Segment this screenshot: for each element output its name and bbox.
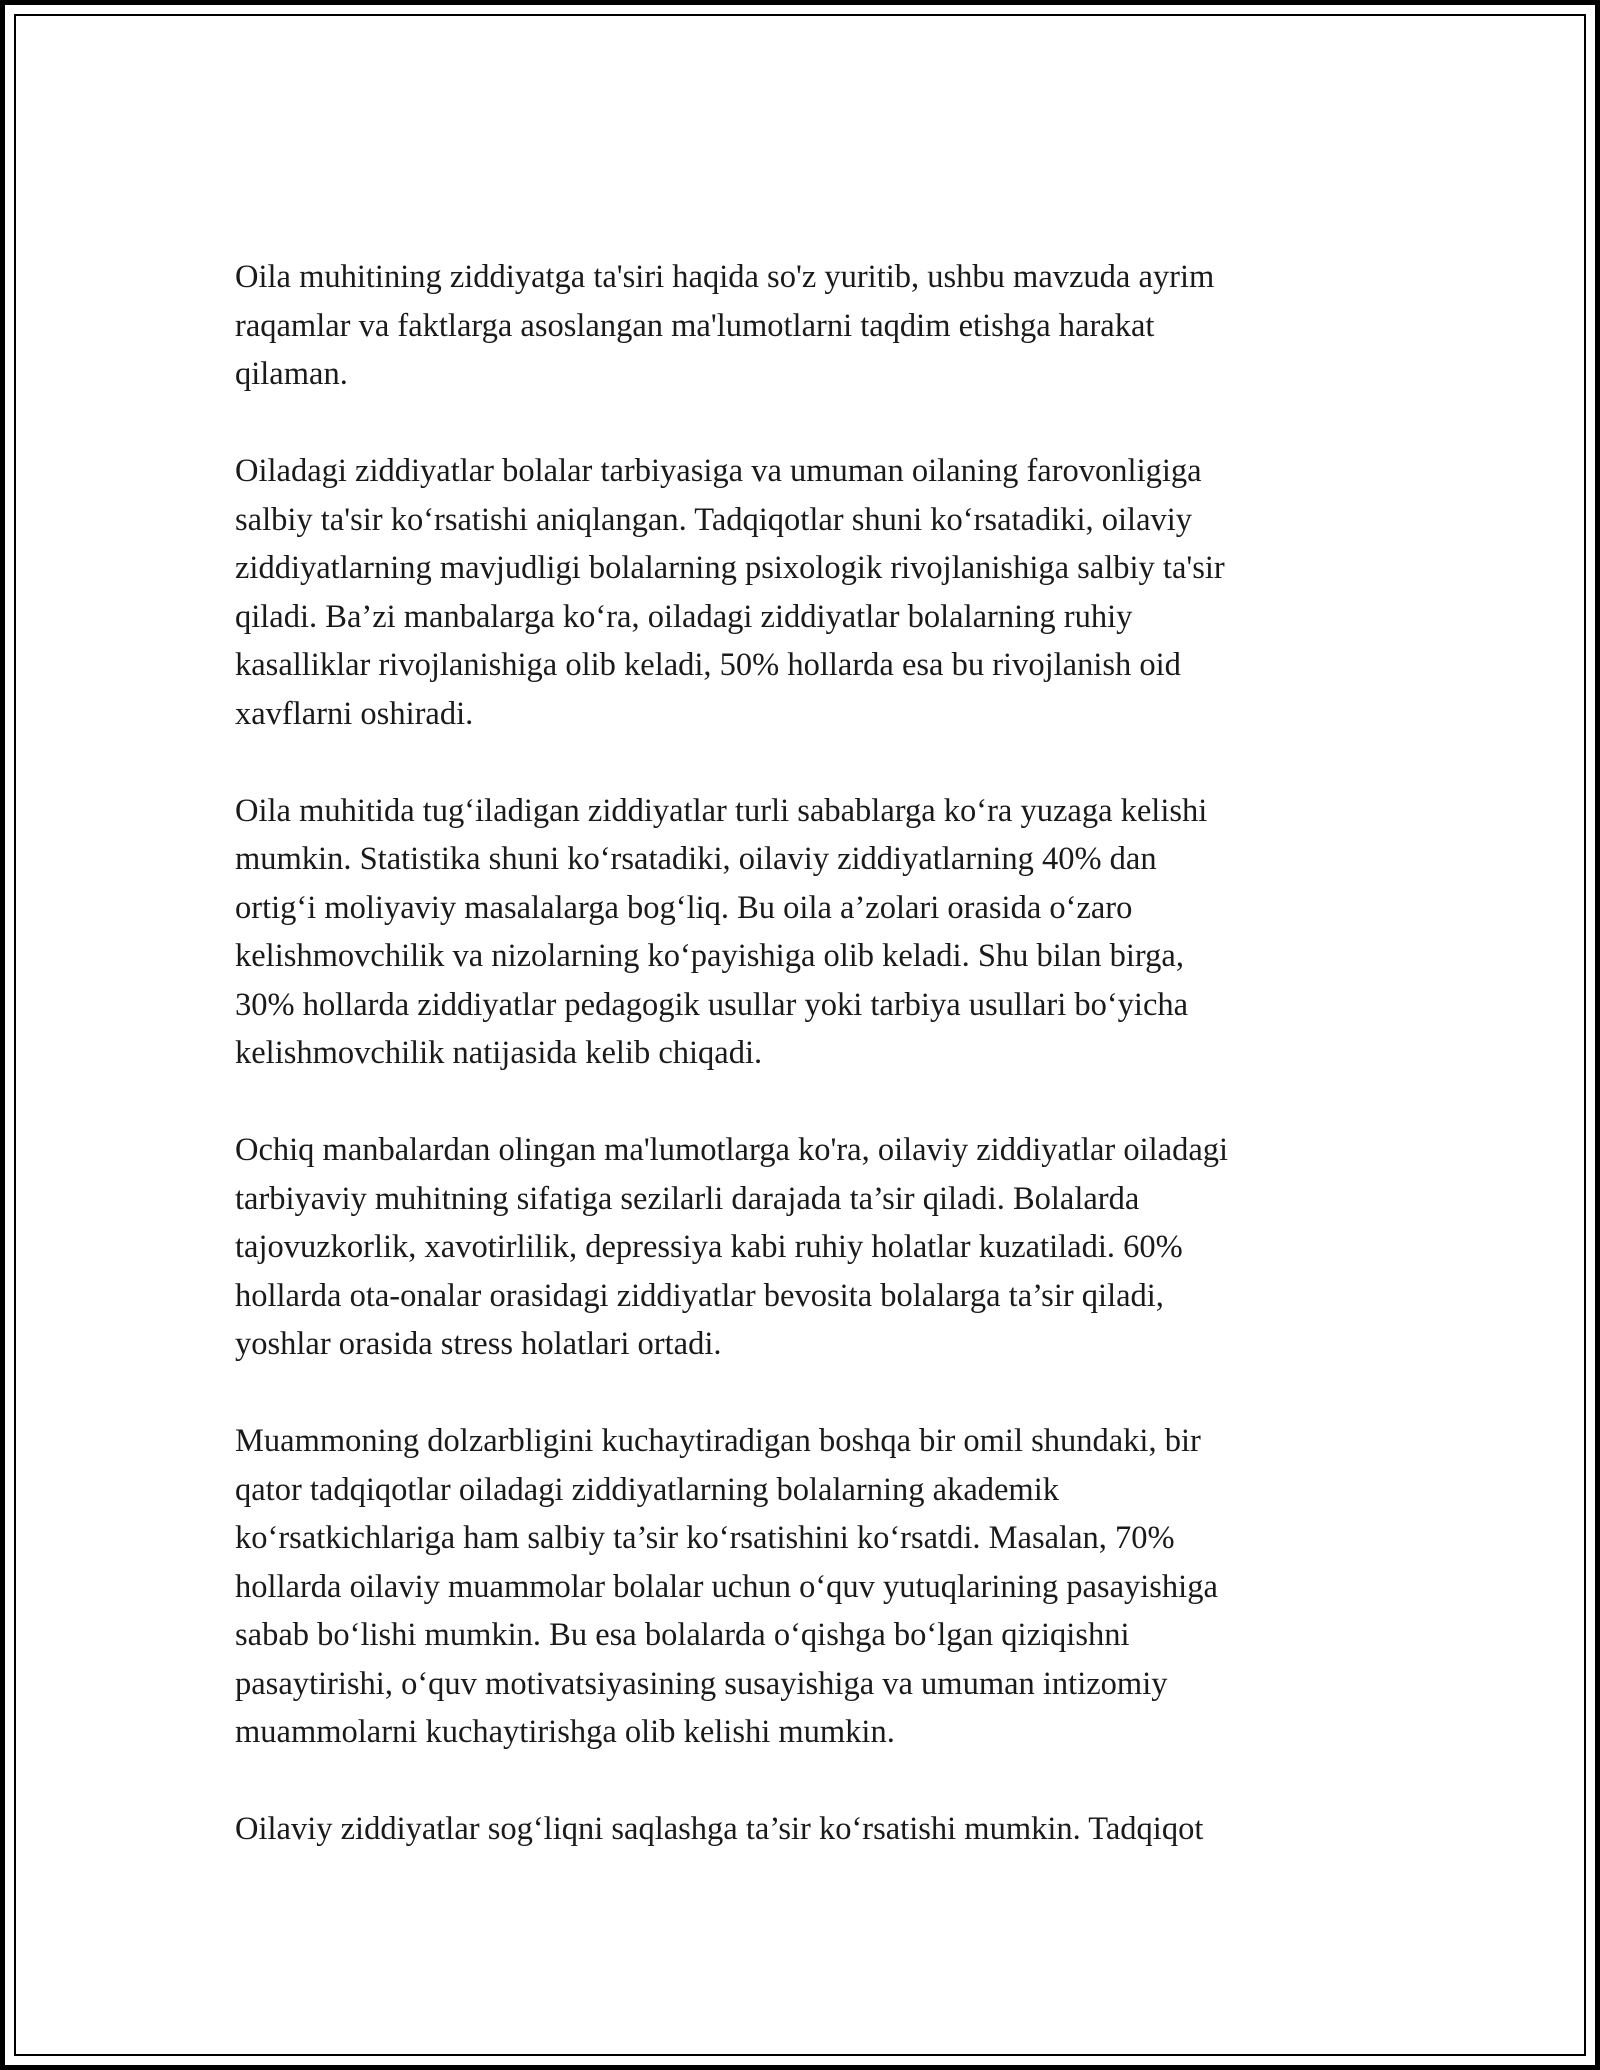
text-line: tajovuzkorlik, xavotirlilik, depressiya kabi ruhiy holatlar kuzatiladi. 60%: [235, 1229, 1183, 1265]
text-line: Ochiq manbalardan olingan ma'lumotlarga ko'ra, oilaviy ziddiyatlar oiladagi: [235, 1132, 1229, 1168]
text-line: kelishmovchilik natijasida kelib chiqadi.: [235, 1035, 763, 1071]
paragraph-6: [235, 1805, 1365, 1854]
text-line: kasalliklar rivojlanishiga olib keladi, 50% hollarda esa bu rivojlanish oid: [235, 647, 1181, 683]
text-line: Oila muhitida tugʻiladigan ziddiyatlar turli sabablarga koʻra yuzaga kelishi: [235, 792, 1208, 829]
text-line: tarbiyaviy muhitning sifatiga sezilarli darajada ta’sir qiladi. Bolalarda: [235, 1180, 1140, 1217]
text-line: ortigʻi moliyaviy masalalarga bogʻliq. Bu oila a’zolari orasida oʻzaro: [235, 889, 1133, 926]
text-line: mumkin. Statistika shuni koʻrsatadiki, oilaviy ziddiyatlarning 40% dan: [235, 841, 1157, 877]
text-line: qiladi. Ba’zi manbalarga koʻra, oiladagi ziddiyatlar bolalarning ruhiy: [235, 598, 1133, 635]
text-line: yoshlar orasida stress holatlari ortadi.: [235, 1326, 722, 1362]
document-body: [235, 253, 1365, 1902]
text-line: koʻrsatkichlariga ham salbiy ta’sir koʻrsatishini koʻrsatdi. Masalan, 70%: [235, 1520, 1175, 1556]
text-line: qator tadqiqotlar oiladagi ziddiyatlarning bolalarning akademik: [235, 1471, 1059, 1508]
text-line: hollarda ota-onalar orasidagi ziddiyatlar bevosita bolalarga ta’sir qiladi,: [235, 1277, 1164, 1314]
text-line: Muammoning dolzarbligini kuchaytiradigan boshqa bir omil shundaki, bir: [235, 1423, 1201, 1459]
text-line: hollarda oilaviy muammolar bolalar uchun oʻquv yutuqlarining pasayishiga: [235, 1568, 1218, 1605]
text-line: 30% hollarda ziddiyatlar pedagogik usullar yoki tarbiya usullari boʻyicha: [235, 986, 1189, 1023]
text-line: pasaytirishi, oʻquv motivatsiyasining susayishiga va umuman intizomiy: [235, 1665, 1168, 1702]
text-line: Oilaviy ziddiyatlar sogʻliqni saqlashga ta’sir koʻrsatishi mumkin. Tadqiqot: [235, 1811, 1204, 1847]
text-line: Oila muhitining ziddiyatga ta'siri haqida so'z yuritib, ushbu mavzuda ayrim: [235, 259, 1215, 295]
text-line: sabab boʻlishi mumkin. Bu esa bolalarda oʻqishga boʻlgan qiziqishni: [235, 1617, 1130, 1653]
text-line: muammolarni kuchaytirishga olib kelishi mumkin.: [235, 1714, 895, 1750]
text-line: Oiladagi ziddiyatlar bolalar tarbiyasiga va umuman oilaning farovonligiga: [235, 453, 1202, 489]
paragraph-3: [235, 787, 1365, 1078]
text-line: qilaman.: [235, 356, 348, 392]
text-line: salbiy ta'sir koʻrsatishi aniqlangan. Tadqiqotlar shuni koʻrsatadiki, oilaviy: [235, 501, 1193, 538]
text-line: raqamlar va faktlarga asoslangan ma'lumotlarni taqdim etishga harakat: [235, 307, 1155, 344]
paragraph-2: [235, 447, 1365, 738]
paragraph-5: [235, 1417, 1365, 1757]
text-line: kelishmovchilik va nizolarning koʻpayishiga olib keladi. Shu bilan birga,: [235, 938, 1184, 974]
paragraph-4: [235, 1126, 1365, 1369]
text-line: xavflarni oshiradi.: [235, 695, 474, 732]
text-line: ziddiyatlarning mavjudligi bolalarning psixologik rivojlanishiga salbiy ta'sir: [235, 550, 1225, 586]
paragraph-1: [235, 253, 1365, 399]
